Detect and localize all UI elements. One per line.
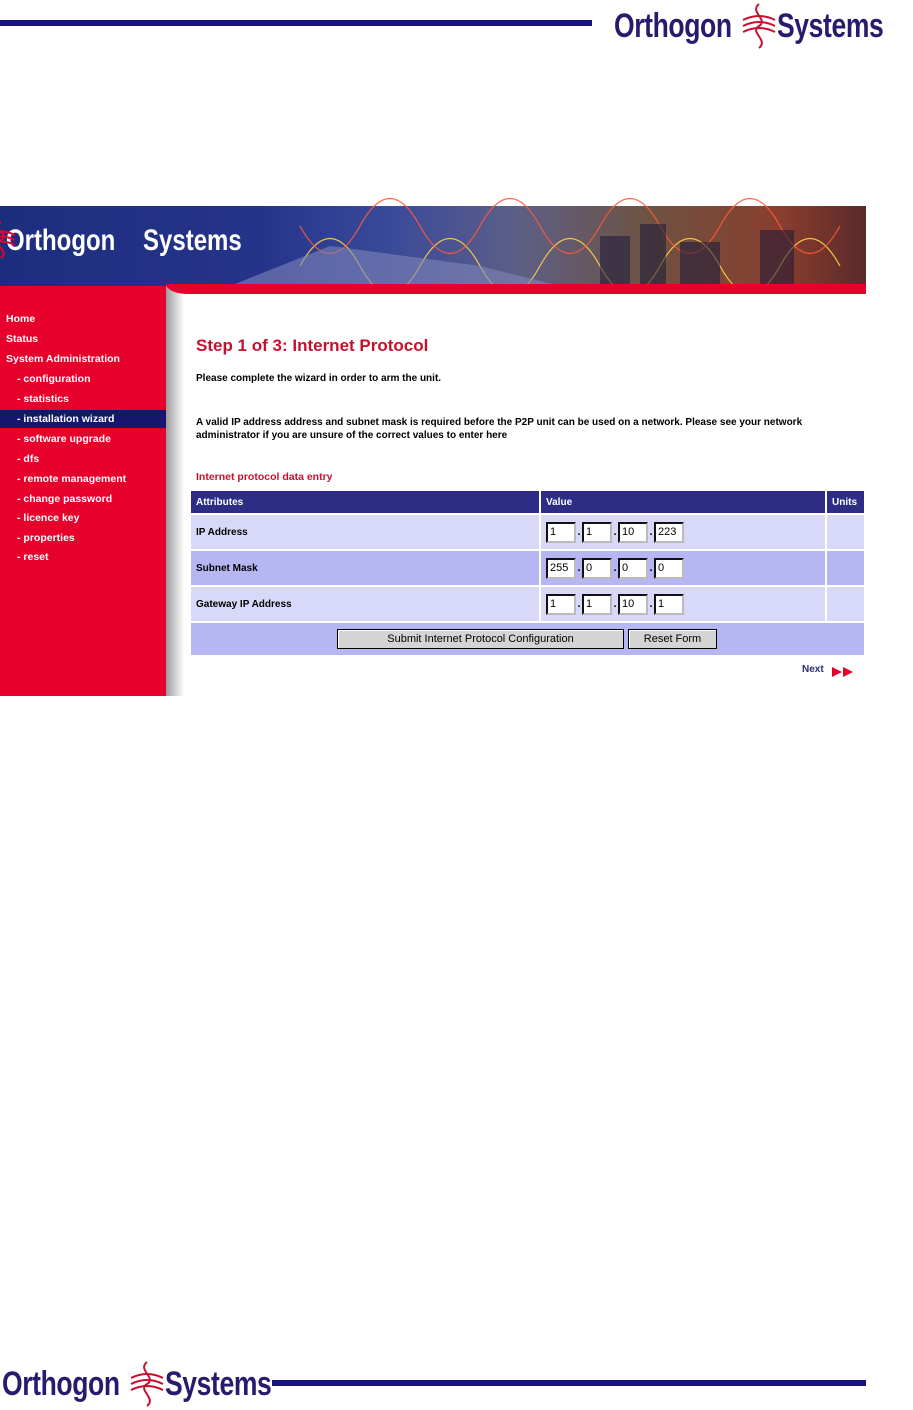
- nav-item-status[interactable]: Status: [6, 333, 39, 345]
- banner-logo-word-right: Systems: [142, 224, 242, 257]
- document-footer-rule: [272, 1380, 866, 1386]
- form-actions-bar: [191, 623, 864, 655]
- content-top-curve: [166, 284, 866, 294]
- ip-address-octet-1[interactable]: 1: [546, 522, 576, 543]
- ip-address-octet-4[interactable]: 223: [654, 522, 684, 543]
- gateway-field: [541, 587, 827, 621]
- octet-separator: .: [577, 598, 581, 610]
- document-footer-logo: [2, 1358, 301, 1410]
- logo-swoosh-icon: [739, 2, 779, 50]
- nav-item-remote-management[interactable]: - remote management: [17, 473, 127, 485]
- header-value: Value: [541, 491, 827, 513]
- row-label: Gateway IP Address: [191, 587, 541, 621]
- octet-separator: .: [649, 562, 653, 574]
- nav-item-configuration[interactable]: - configuration: [17, 373, 91, 385]
- reset-form-button[interactable]: Reset Form: [628, 629, 717, 649]
- nav-item-installation-wizard[interactable]: - installation wizard: [0, 410, 183, 428]
- table-row-subnet-mask: [191, 551, 864, 585]
- document-header-rule: [0, 20, 592, 26]
- nav-item-reset[interactable]: - reset: [17, 551, 49, 563]
- octet-separator: .: [577, 526, 581, 538]
- row-label: IP Address: [191, 515, 541, 549]
- octet-separator: .: [613, 562, 617, 574]
- ip-address-octet-2[interactable]: 1: [582, 522, 612, 543]
- units-cell: [827, 551, 864, 585]
- subnet-mask-octet-2[interactable]: 0: [582, 558, 612, 579]
- sidebar-nav: [0, 286, 166, 696]
- nav-item-software-upgrade[interactable]: - software upgrade: [17, 433, 111, 445]
- nav-item-properties[interactable]: - properties: [17, 532, 75, 544]
- nav-item-change-password[interactable]: - change password: [17, 493, 113, 505]
- logo-swoosh-icon: [127, 1360, 167, 1408]
- banner: [0, 206, 866, 286]
- ip-address-octet-3[interactable]: 10: [618, 522, 648, 543]
- content-edge-shadow: [166, 286, 184, 696]
- octet-separator: .: [649, 598, 653, 610]
- subnet-mask-octet-4[interactable]: 0: [654, 558, 684, 579]
- wizard-intro-text: Please complete the wizard in order to arm the unit.: [196, 373, 442, 384]
- logo-word-left: Orthogon: [2, 1364, 120, 1403]
- app-screenshot: [0, 206, 866, 696]
- ip-address-field: [541, 515, 827, 549]
- octet-separator: .: [613, 526, 617, 538]
- banner-swoosh-icon: [0, 220, 18, 260]
- wizard-note-text: A valid IP address address and subnet mask is required before the P2P unit can be used on a network. Please see your network administrator if you are unsure of the correct values to enter here: [196, 417, 803, 441]
- logo-word-left: Orthogon: [614, 6, 732, 45]
- gateway-octet-2[interactable]: 1: [582, 594, 612, 615]
- logo-word-right: Systems: [776, 6, 884, 45]
- banner-logo-word-left: Orthogon: [6, 224, 116, 257]
- header-attributes: Attributes: [191, 491, 541, 513]
- header-units: Units: [832, 496, 857, 508]
- nav-item-home[interactable]: Home: [6, 313, 36, 325]
- nav-item-dfs[interactable]: - dfs: [17, 453, 40, 465]
- nav-item-statistics[interactable]: - statistics: [17, 393, 69, 405]
- nav-item-system-administration[interactable]: System Administration: [6, 353, 120, 365]
- octet-separator: .: [649, 526, 653, 538]
- page-title: Step 1 of 3: Internet Protocol: [196, 336, 429, 355]
- units-cell: [827, 587, 864, 621]
- gateway-octet-4[interactable]: 1: [654, 594, 684, 615]
- logo-word-right: Systems: [164, 1364, 272, 1403]
- gateway-octet-3[interactable]: 10: [618, 594, 648, 615]
- document-header-logo: [614, 0, 913, 52]
- banner-logo: [6, 220, 266, 262]
- nav-item-licence-key[interactable]: - licence key: [17, 512, 80, 524]
- subnet-mask-octet-1[interactable]: 255: [546, 558, 576, 579]
- octet-separator: .: [577, 562, 581, 574]
- table-row-gateway: [191, 587, 864, 621]
- next-arrows-icon[interactable]: [832, 666, 856, 678]
- row-label: Subnet Mask: [191, 551, 541, 585]
- next-link[interactable]: Next: [802, 664, 824, 675]
- table-row-ip-address: [191, 515, 864, 549]
- subnet-mask-field: [541, 551, 827, 585]
- gateway-octet-1[interactable]: 1: [546, 594, 576, 615]
- units-cell: [827, 515, 864, 549]
- submit-ip-config-button[interactable]: Submit Internet Protocol Configuration: [337, 629, 624, 649]
- table-header-row: [191, 491, 864, 513]
- octet-separator: .: [613, 598, 617, 610]
- subnet-mask-octet-3[interactable]: 0: [618, 558, 648, 579]
- section-title: Internet protocol data entry: [196, 471, 333, 483]
